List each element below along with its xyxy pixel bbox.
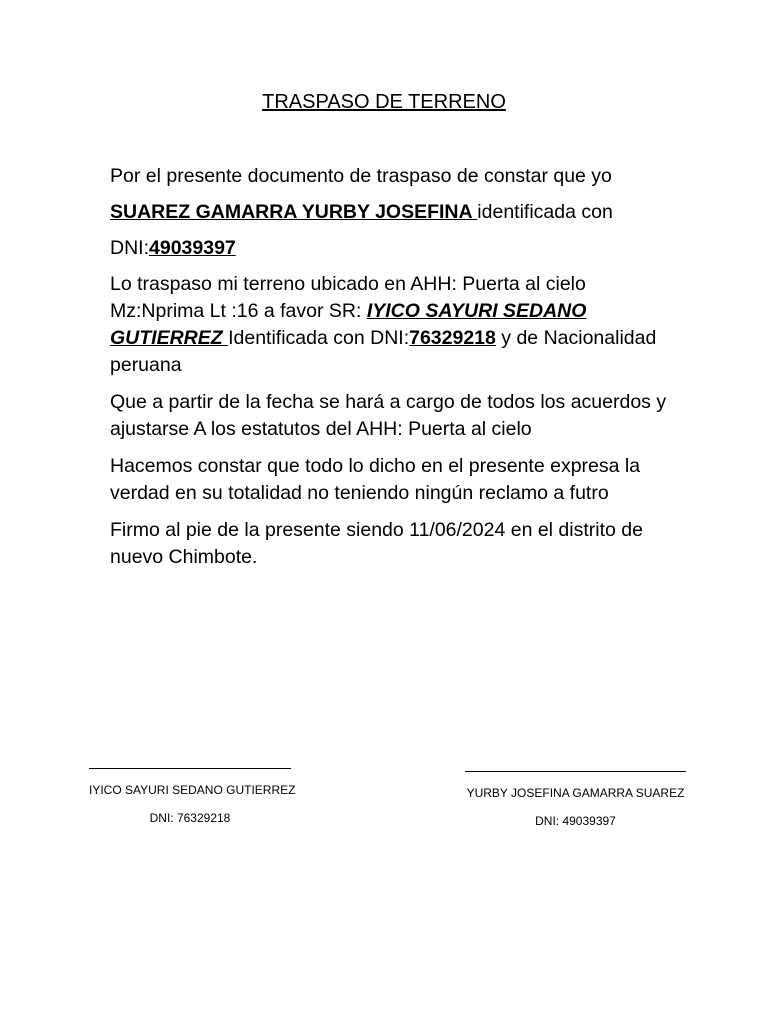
signature-dni-left: DNI: 76329218 (149, 811, 231, 825)
owner-dni: 49039397 (149, 237, 236, 259)
signature-dni-right: DNI: 49039397 (535, 814, 616, 828)
signature-name-right: YURBY JOSEFINA GAMARRA SUAREZ (466, 786, 685, 800)
signature-line-left (89, 768, 291, 769)
declaration-paragraph: Hacemos constar que todo lo dicho en el presente expresa la verdad en su totalidad no teniendo ningún reclamo a futro (110, 455, 641, 504)
signature-block-left (89, 768, 296, 826)
beneficiary-name-first: IYICO SAYURI SEDANO (366, 300, 587, 322)
document-body (110, 163, 670, 571)
document-title: TRASPASO DE TERRENO (262, 91, 506, 113)
beneficiary-id-text: Identificada con DNI: (228, 327, 410, 349)
signature-block-right (465, 771, 686, 829)
owner-paragraph (110, 199, 670, 226)
signing-paragraph: Firmo al pie de la presente siendo 11/06/2024 en el distrito de nuevo Chimbote. (110, 519, 643, 568)
beneficiary-name-last: GUTIERREZ (110, 327, 229, 349)
intro-paragraph: Por el presente documento de traspaso de constar que yo (110, 165, 612, 187)
agreement-paragraph: Que a partir de la fecha se hará a cargo de todos los acuerdos y ajustarse A los estatutos del AHH: Puerta al cielo (110, 391, 667, 440)
beneficiary-dni: 76329218 (409, 327, 496, 349)
owner-name: SUAREZ GAMARRA YURBY JOSEFINA (110, 201, 478, 223)
nationality-text: y de Nacionalidad peruana (110, 327, 657, 376)
signature-line-right (465, 771, 686, 772)
signature-name-left: IYICO SAYURI SEDANO GUTIERREZ (89, 783, 296, 797)
owner-dni-paragraph (110, 235, 670, 262)
owner-id-text: identificada con (477, 201, 613, 223)
transfer-text: Lo traspaso mi terreno ubicado en AHH: Puerta al cielo Mz:Nprima Lt :16 a favor SR: (110, 273, 586, 322)
owner-dni-label: DNI: (110, 237, 149, 259)
transfer-paragraph (110, 271, 670, 379)
